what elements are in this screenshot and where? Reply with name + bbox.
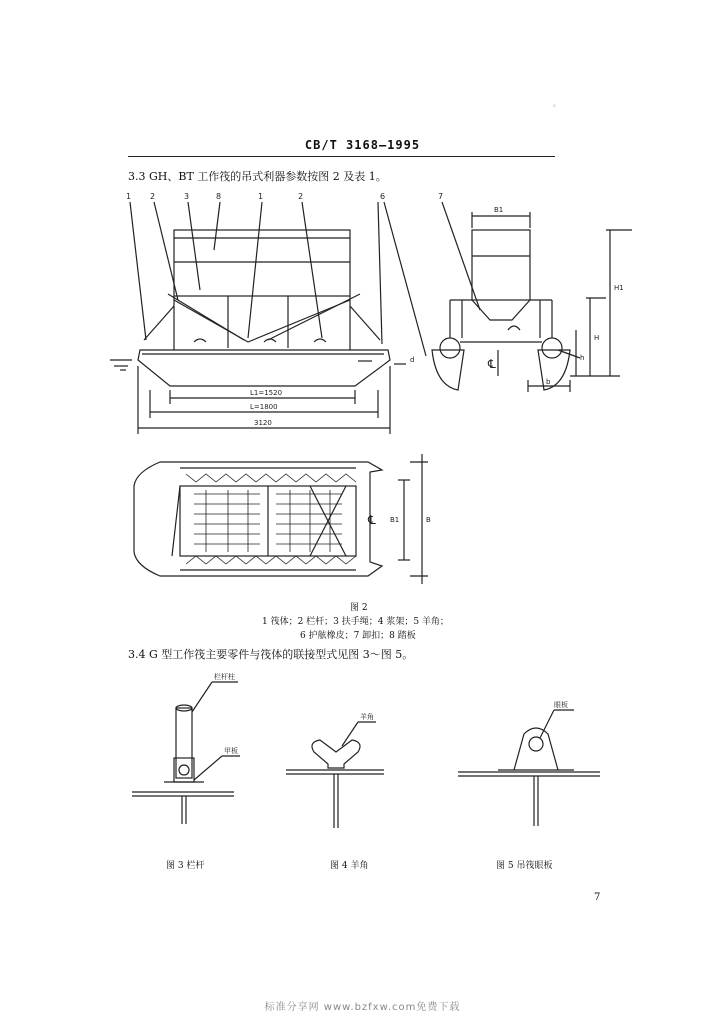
figure-3-drawing (128, 668, 248, 828)
dim-plan-b: B (426, 516, 431, 524)
label-eye-plate: 眼板 (554, 701, 568, 709)
figure-2-title: 图 2 (350, 603, 368, 613)
dim-b1: B1 (494, 206, 504, 214)
callout-1: 1 (126, 192, 132, 201)
callout-2: 2 (150, 192, 156, 201)
figure-5-title: 图 5 吊筏眼板 (496, 861, 553, 871)
figure-2-legend-2: 6 护舷橡皮；7 卸扣；8 踏板 (300, 631, 416, 641)
callout-7: 7 (438, 192, 444, 201)
callout-2b: 2 (298, 192, 304, 201)
centerline-end: ℄ (488, 357, 496, 371)
footer-watermark[interactable]: 标准分享网 www.bzfxw.com免费下载 (264, 1002, 461, 1013)
dim-small-h: h (580, 354, 585, 362)
label-cleat: 羊角 (360, 713, 374, 721)
dim-b: b (546, 378, 551, 386)
dim-l1: L1=1520 (250, 389, 283, 397)
corner-mark: 。 (553, 99, 561, 108)
figure-4-drawing (284, 700, 404, 830)
document-code: CB/T 3168—1995 (304, 138, 421, 152)
callout-8: 8 (216, 192, 222, 201)
figure-2-legend-1: 1 筏体；2 栏杆；3 扶手绳；4 浆架；5 羊角； (262, 617, 449, 627)
figure-4-title: 图 4 羊角 (330, 861, 369, 871)
figure-5-drawing (454, 688, 604, 828)
label-railing-post: 栏杆柱 (214, 673, 235, 681)
dim-h: H (594, 334, 600, 342)
dim-d: d (410, 356, 415, 364)
dim-l: L=1800 (250, 403, 278, 411)
header-rule (128, 156, 555, 157)
paragraph-3-3: 3.3 GH、BT 工作筏的吊式利器参数按图 2 及表 1。 (128, 170, 387, 183)
figure-3-title: 图 3 栏杆 (166, 861, 205, 871)
callout-6: 6 (380, 192, 386, 201)
callout-1b: 1 (258, 192, 264, 201)
dim-total: 3120 (254, 419, 272, 427)
figure-2-drawing (110, 190, 640, 600)
centerline-plan: ℄ (368, 513, 376, 527)
label-deck: 甲板 (224, 747, 238, 755)
dim-h1: H1 (614, 284, 624, 292)
callout-3: 3 (184, 192, 190, 201)
page-number: 7 (594, 892, 601, 903)
paragraph-3-4: 3.4 G 型工作筏主要零件与筏体的联接型式见图 3～图 5。 (128, 648, 414, 661)
dim-plan-b1: B1 (390, 516, 400, 524)
